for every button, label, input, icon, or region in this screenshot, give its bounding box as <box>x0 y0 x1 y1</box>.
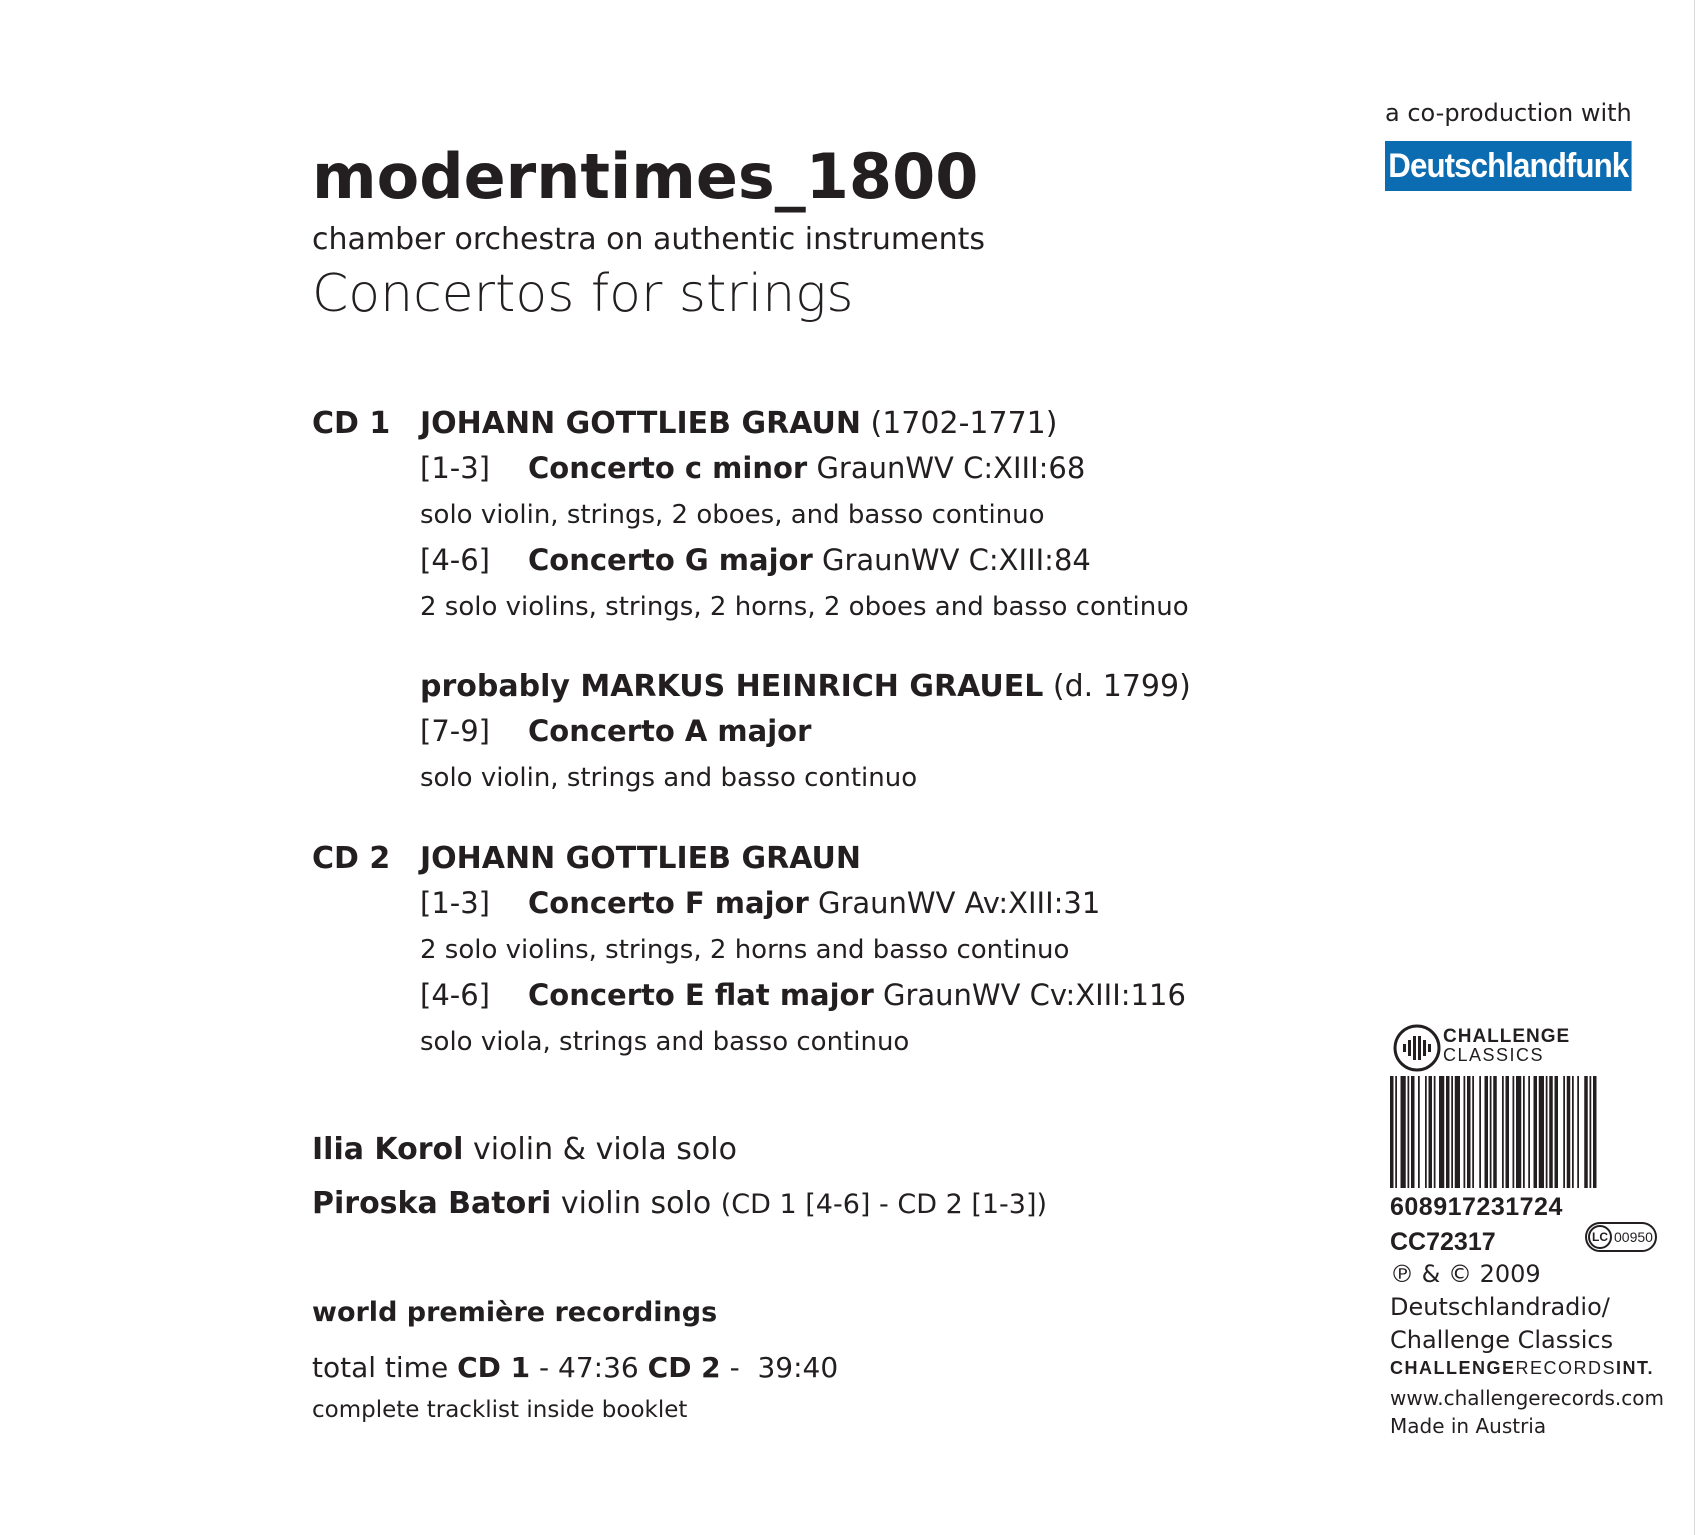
cd2-label: CD 2 <box>312 841 391 876</box>
cd2-work2-title: Concerto E flat major <box>528 978 874 1012</box>
soloist-1-name: Ilia Korol <box>312 1132 464 1167</box>
cd2-work1-scoring: 2 solo violins, strings, 2 horns and basso continuo <box>420 935 1070 965</box>
cd2-work2 <box>528 978 1186 1012</box>
cd1-work1 <box>528 451 1085 485</box>
cd1-work2-scoring: 2 solo violins, strings, 2 horns, 2 oboes and basso continuo <box>420 592 1189 622</box>
cd2-work2-scoring: solo viola, strings and basso continuo <box>420 1027 910 1057</box>
total-time-cd1-label: CD 1 <box>457 1351 531 1384</box>
total-time-cd1: - 47:36 <box>539 1351 639 1384</box>
barcode-icon <box>1390 1076 1654 1188</box>
cd2-composer-name: JOHANN GOTTLIEB GRAUN <box>420 841 861 876</box>
cd1-work1-title: Concerto c minor <box>528 451 808 485</box>
lc-number: 00950 <box>1614 1229 1653 1245</box>
cd1-composer-dates: (1702-1771) <box>870 406 1058 441</box>
copyright-line-2: Deutschlandradio/ <box>1390 1293 1610 1321</box>
label-name-suffix: INT. <box>1616 1358 1655 1378</box>
cd1-work1-scoring: solo violin, strings, 2 oboes, and basso continuo <box>420 500 1045 530</box>
deutschlandfunk-logo: Deutschlandfunk <box>1385 141 1632 191</box>
cd1-work1-catalogue: GraunWV C:XIII:68 <box>816 451 1086 485</box>
ean-number: 608917231724 <box>1390 1193 1563 1221</box>
catalogue-number: CC72317 <box>1390 1228 1496 1256</box>
booklet-note: complete tracklist inside booklet <box>312 1397 688 1423</box>
cd1-second-composer <box>420 669 1191 704</box>
soloist-1 <box>312 1132 737 1167</box>
coproduction-label: a co-production with <box>1385 99 1632 127</box>
label-code-badge <box>1585 1222 1657 1252</box>
copyright-line-3: Challenge Classics <box>1390 1326 1614 1354</box>
cd1-work2-catalogue: GraunWV C:XIII:84 <box>821 543 1091 577</box>
ensemble-subtitle: chamber orchestra on authentic instruments <box>312 222 985 257</box>
challenge-classics-wordmark <box>1443 1027 1570 1065</box>
cd2-work1-tracks: [1-3] <box>420 886 490 920</box>
cd2-work2-catalogue: GraunWV Cv:XIII:116 <box>883 978 1186 1012</box>
total-time-cd2-label: CD 2 <box>647 1351 721 1384</box>
cd2-work1 <box>528 886 1100 920</box>
label-name-bold: CHALLENGE <box>1390 1358 1516 1378</box>
cd1-work2 <box>528 543 1091 577</box>
cd2-work2-tracks: [4-6] <box>420 978 490 1012</box>
website-link[interactable]: www.challengerecords.com <box>1390 1386 1664 1410</box>
album-title: Concertos for strings <box>312 264 854 324</box>
challenge-classics-logo-icon <box>1392 1023 1442 1073</box>
total-time <box>312 1351 838 1384</box>
world-premiere-label: world première recordings <box>312 1297 718 1328</box>
record-label-name <box>1390 1358 1654 1379</box>
total-time-cd2: - 39:40 <box>729 1351 839 1384</box>
cd1-composer-name: JOHANN GOTTLIEB GRAUN <box>420 406 861 441</box>
cd1-work2-title: Concerto G major <box>528 543 813 577</box>
cd1-second-composer-dates: (d. 1799) <box>1052 669 1191 704</box>
cd1-work3-scoring: solo violin, strings and basso continuo <box>420 763 918 793</box>
cd2-work1-catalogue: GraunWV Av:XIII:31 <box>817 886 1101 920</box>
ensemble-title: moderntimes_1800 <box>312 140 979 213</box>
made-in-label: Made in Austria <box>1390 1414 1547 1438</box>
page-edge-divider <box>1694 0 1695 1535</box>
label-name-regular: RECORDS <box>1515 1358 1617 1378</box>
copyright-line-1: ℗ & © 2009 <box>1390 1260 1541 1288</box>
cd1-work3-tracks: [7-9] <box>420 714 490 748</box>
cd1-second-composer-name: probably MARKUS HEINRICH GRAUEL <box>420 669 1044 704</box>
logo-line-1: CHALLENGE <box>1443 1026 1571 1047</box>
lc-mark: LC <box>1588 1225 1612 1249</box>
soloist-2 <box>312 1186 1047 1221</box>
soloist-1-role: violin & viola solo <box>472 1132 737 1167</box>
soloist-2-name: Piroska Batori <box>312 1186 552 1221</box>
logo-line-2: CLASSICS <box>1443 1045 1545 1065</box>
cd1-label: CD 1 <box>312 406 391 441</box>
copyright-block <box>1390 1258 1613 1357</box>
cd1-work1-tracks: [1-3] <box>420 451 490 485</box>
cd1-work2-tracks: [4-6] <box>420 543 490 577</box>
soloist-2-note: (CD 1 [4-6] - CD 2 [1-3]) <box>720 1189 1048 1220</box>
total-time-prefix: total time <box>312 1351 449 1384</box>
cd1-work3-title: Concerto A major <box>528 714 812 748</box>
soloist-2-role: violin solo <box>560 1186 712 1221</box>
cd1-composer <box>420 406 1057 441</box>
cd2-work1-title: Concerto F major <box>528 886 809 920</box>
